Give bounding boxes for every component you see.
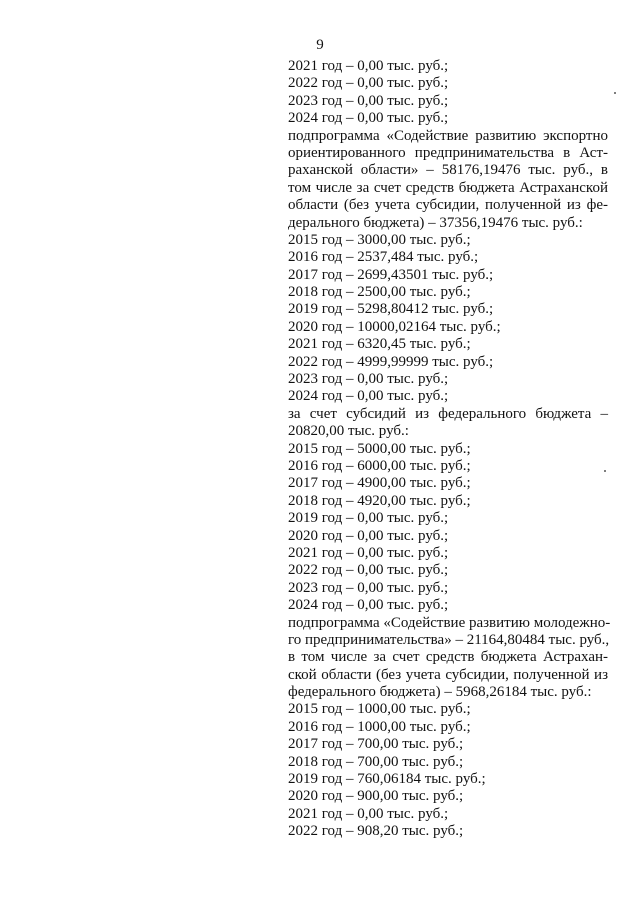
paragraph-line: в том числе за счет средств бюджета Астрахан- [288,649,608,666]
paragraph-line: за счет субсидий из федерального бюджета – [288,405,608,422]
paragraph-line: подпрограмма «Содействие развитию молодежно- [288,614,611,631]
funding-line: 2022 год – 4999,99999 тыс. руб.; [288,353,494,370]
funding-line: 2021 год – 0,00 тыс. руб.; [288,544,449,561]
funding-list-1 [288,58,608,128]
subprogram-youth-paragraph [288,614,611,702]
funding-line: 2023 год – 0,00 тыс. руб.; [288,579,449,596]
funding-line: 2021 год – 0,00 тыс. руб.; [288,58,449,74]
funding-line: 2015 год – 3000,00 тыс. руб.; [288,231,471,248]
scan-speck [604,470,606,472]
funding-line: 2022 год – 0,00 тыс. руб.; [288,562,449,579]
paragraph-line: области (без учета субсидии, полученной из фе- [288,197,608,214]
funding-line: 2020 год – 10000,02164 тыс. руб.; [288,318,501,335]
funding-line: 2016 год – 1000,00 тыс. руб.; [288,718,471,735]
funding-line: 2021 год – 6320,45 тыс. руб.; [288,336,471,353]
funding-line: 2023 год – 0,00 тыс. руб.; [288,371,449,388]
funding-line: 2024 год – 0,00 тыс. руб.; [288,110,449,127]
funding-list-2 [288,232,608,406]
paragraph-line: дерального бюджета) – 37356,19476 тыс. руб.: [288,214,583,231]
paragraph-line: федерального бюджета) – 5968,26184 тыс. руб.: [288,684,592,701]
funding-line: 2020 год – 0,00 тыс. руб.; [288,527,449,544]
funding-line: 2019 год – 760,06184 тыс. руб.; [288,771,486,788]
document-body [288,58,611,841]
funding-line: 2019 год – 5298,80412 тыс. руб.; [288,301,494,318]
funding-line: 2024 год – 0,00 тыс. руб.; [288,597,449,614]
funding-line: 2024 год – 0,00 тыс. руб.; [288,388,449,405]
paragraph-line: го предпринимательства» – 21164,80484 тыс. руб., [288,631,610,648]
paragraph-line: ской области (без учета субсидии, полученной из [288,666,608,683]
funding-line: 2022 год – 0,00 тыс. руб.; [288,75,449,92]
subprogram-export-paragraph [288,128,608,232]
funding-line: 2020 год – 900,00 тыс. руб.; [288,788,464,805]
funding-list-3 [288,441,608,615]
paragraph-line: ориентированного предпринимательства в Аст- [288,144,608,161]
funding-line: 2015 год – 5000,00 тыс. руб.; [288,440,471,457]
funding-line: 2019 год – 0,00 тыс. руб.; [288,510,449,527]
federal-subsidy-paragraph [288,406,608,441]
funding-line: 2015 год – 1000,00 тыс. руб.; [288,701,471,718]
funding-line: 2017 год – 2699,43501 тыс. руб.; [288,266,494,283]
funding-line: 2022 год – 908,20 тыс. руб.; [288,823,464,840]
funding-list-4 [288,701,608,840]
funding-line: 2016 год – 6000,00 тыс. руб.; [288,457,471,474]
page-number: 9 [316,37,324,53]
funding-line: 2017 год – 4900,00 тыс. руб.; [288,475,471,492]
funding-line: 2016 год – 2537,484 тыс. руб.; [288,249,479,266]
funding-line: 2017 год – 700,00 тыс. руб.; [288,736,464,753]
funding-line: 2018 год – 2500,00 тыс. руб.; [288,284,471,301]
funding-line: 2023 год – 0,00 тыс. руб.; [288,92,449,109]
paragraph-line: подпрограмма «Содействие развитию экспортно [288,127,608,144]
funding-line: 2018 год – 4920,00 тыс. руб.; [288,492,471,509]
scan-speck [614,92,616,94]
funding-line: 2018 год – 700,00 тыс. руб.; [288,753,464,770]
funding-line: 2021 год – 0,00 тыс. руб.; [288,805,449,822]
paragraph-line: раханской области» – 58176,19476 тыс. руб., в [288,162,608,179]
paragraph-line: 20820,00 тыс. руб.: [288,423,409,440]
paragraph-line: том числе за счет средств бюджета Астраханской [288,179,608,196]
